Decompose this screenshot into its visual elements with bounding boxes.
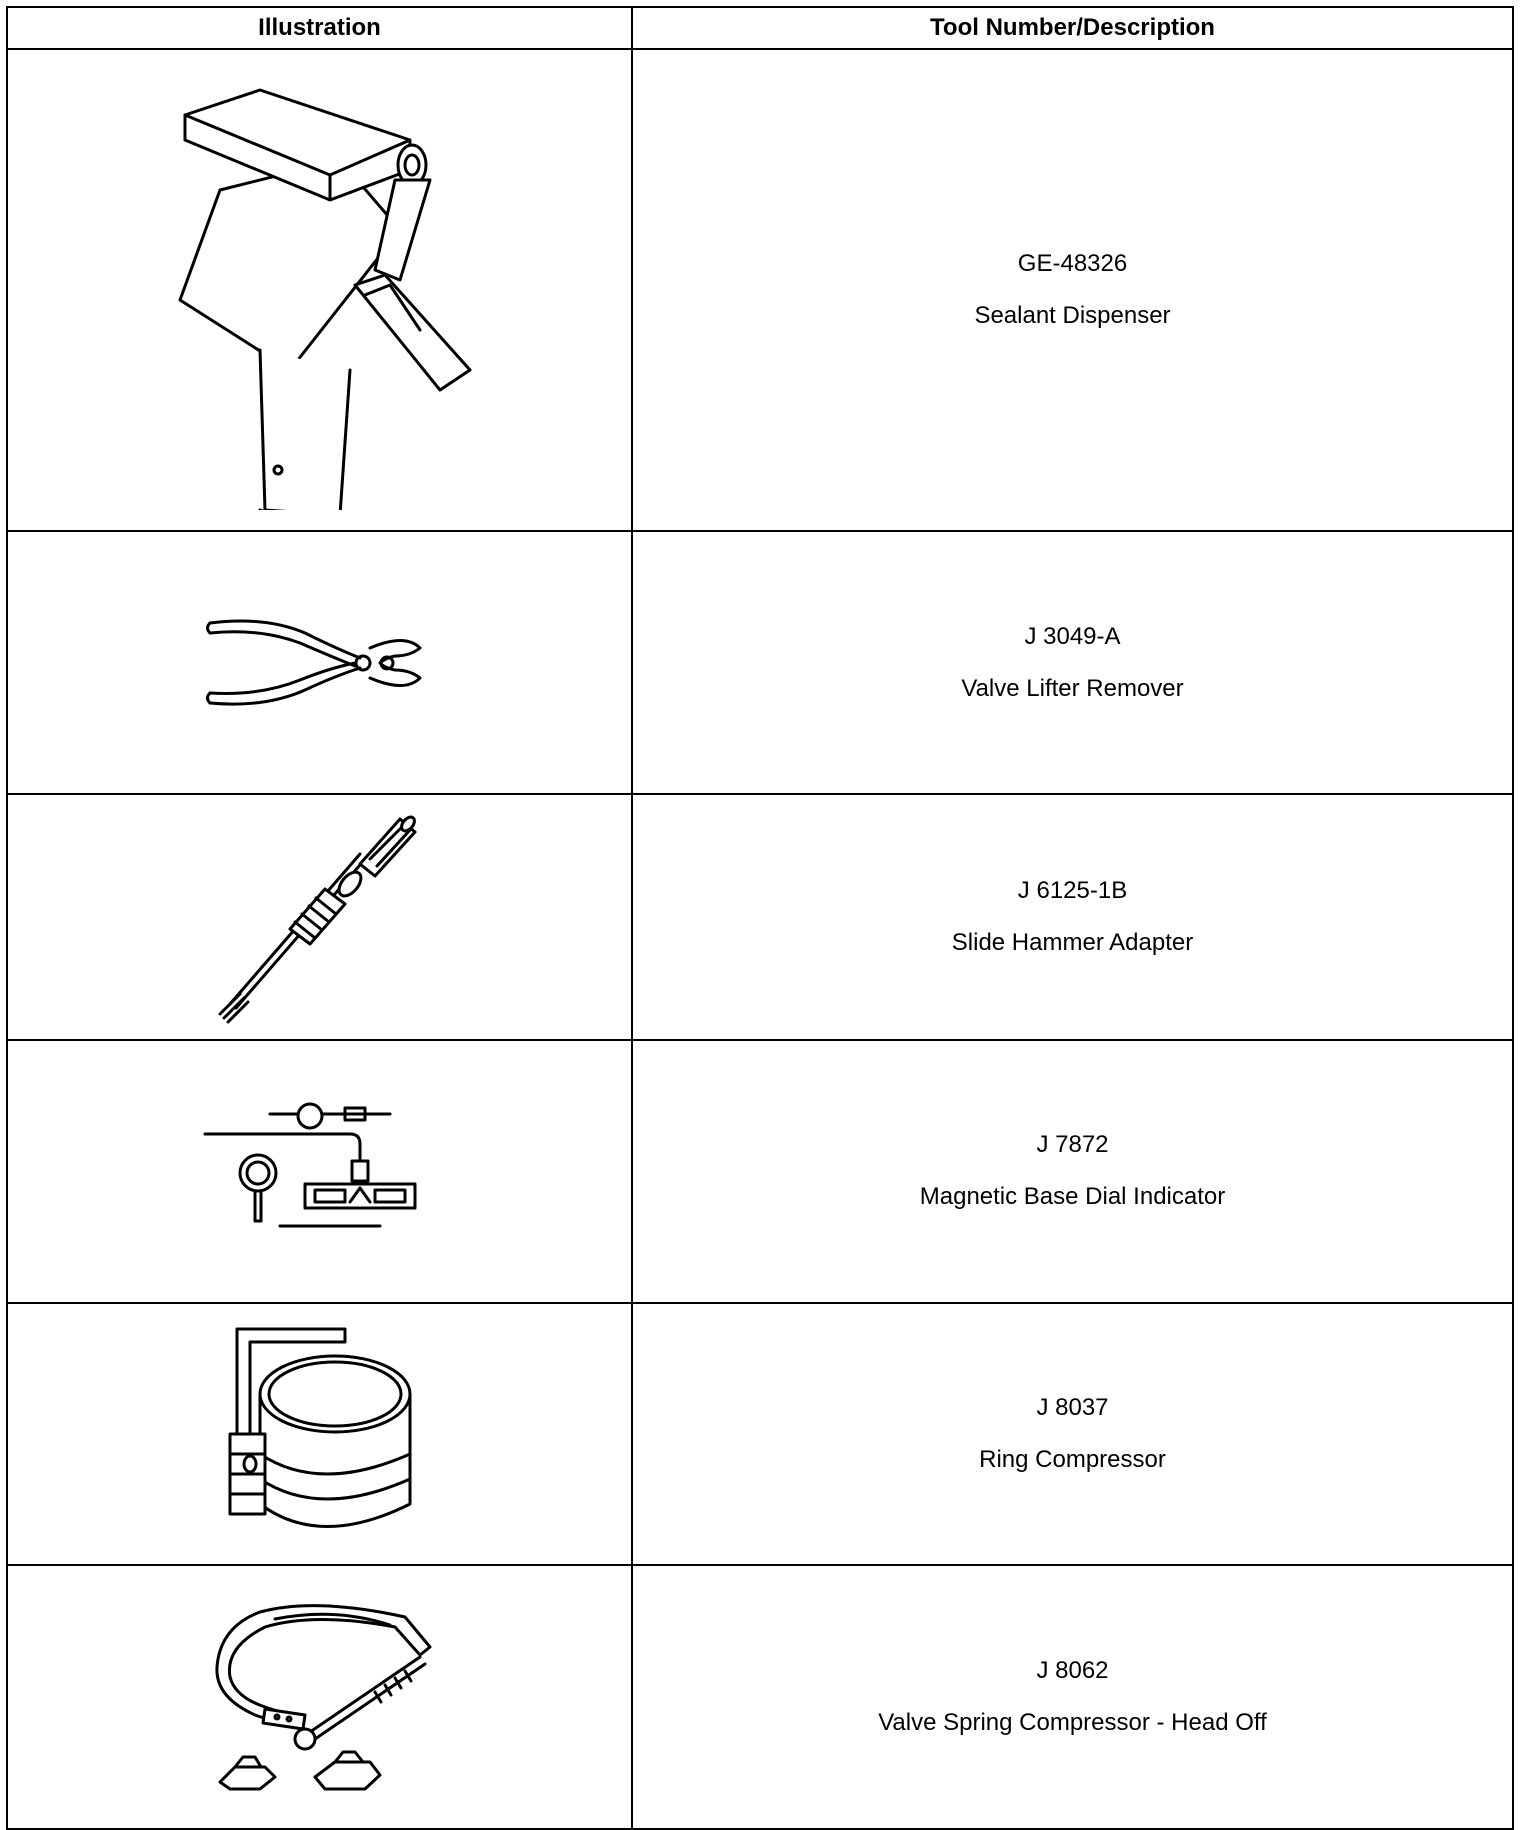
tool-number: GE-48326 [1017,250,1128,278]
tool-number: J 6125-1B [1017,876,1128,904]
header-illustration: Illustration [7,7,632,49]
tool-number: J 7872 [1036,1131,1109,1159]
illustration-cell [7,1040,632,1303]
dial-indicator-icon [200,1096,440,1246]
tool-number: J 8037 [1036,1393,1109,1421]
tool-name: Valve Spring Compressor - Head Off [878,1708,1267,1736]
table-row [7,1565,1513,1829]
sealant-dispenser-icon [140,70,500,510]
illustration-cell [7,531,632,794]
ring-compressor-icon [215,1314,425,1554]
special-tools-table [6,6,1514,1830]
description-cell [632,1040,1513,1303]
tool-number: J 3049-A [1024,622,1121,650]
tool-name: Magnetic Base Dial Indicator [919,1183,1226,1211]
illustration-cell [7,1565,632,1829]
table-row [7,531,1513,794]
description-cell [632,794,1513,1039]
table-row [7,794,1513,1039]
valve-spring-compressor-icon [205,1597,435,1797]
tool-name: Slide Hammer Adapter [951,928,1194,956]
description-cell [632,531,1513,794]
description-cell [632,1565,1513,1829]
tool-name: Valve Lifter Remover [961,674,1184,702]
illustration-cell [7,1303,632,1565]
illustration-cell [7,794,632,1039]
description-cell [632,49,1513,531]
table-row [7,1040,1513,1303]
tool-number: J 8062 [1036,1656,1109,1684]
table-row [7,49,1513,531]
slide-hammer-icon [210,804,430,1029]
table-row [7,1303,1513,1565]
illustration-cell [7,49,632,531]
header-tool-description: Tool Number/Description [632,7,1513,49]
valve-lifter-remover-icon [205,608,435,718]
description-cell [632,1303,1513,1565]
header-row [7,7,1513,49]
tool-name: Ring Compressor [979,1445,1166,1473]
tool-name: Sealant Dispenser [974,302,1171,330]
